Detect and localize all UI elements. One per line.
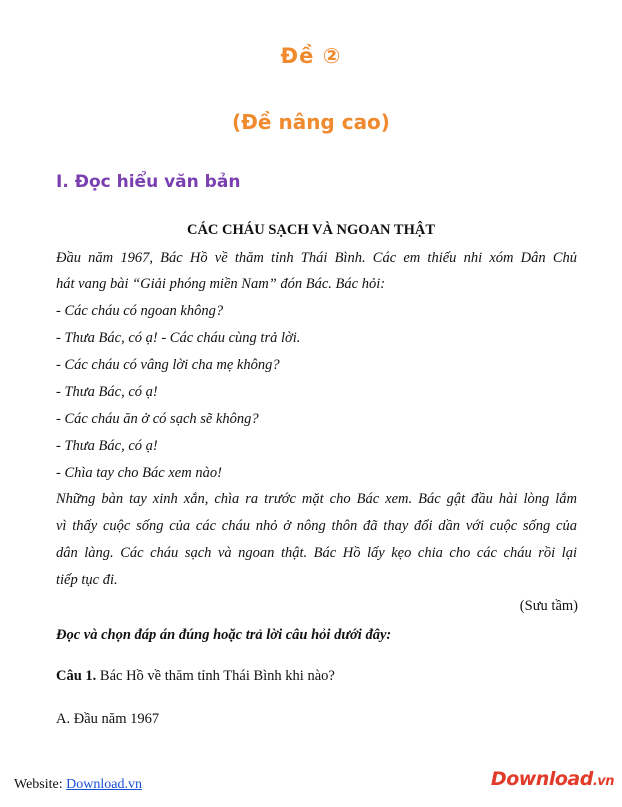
footer: [14, 777, 142, 793]
story-line: - Thưa Bác, có ạ!: [56, 384, 158, 400]
section-heading: I. Đọc hiểu văn bản: [56, 172, 241, 192]
download-logo: [491, 768, 614, 790]
story-source: (Sưu tầm): [519, 598, 578, 614]
story-line: dân làng. Các cháu sạch và ngoan thật. Bác Hồ lấy kẹo chia cho các cháu rồi lại: [56, 545, 577, 561]
question-label: Câu 1.: [56, 668, 97, 684]
story-line: - Các cháu có vâng lời cha mẹ không?: [56, 357, 280, 373]
story-line: tiếp tục đi.: [56, 572, 118, 588]
footer-website-label: Website:: [14, 777, 67, 792]
logo-tld: .vn: [592, 774, 614, 789]
story-line: - Các cháu ăn ở có sạch sẽ không?: [56, 411, 259, 427]
answer-option-a: A. Đầu năm 1967: [56, 711, 160, 727]
story-line: Đầu năm 1967, Bác Hồ về thăm tỉnh Thái Bình. Các em thiếu nhi xóm Dân Chủ: [56, 250, 577, 266]
page-subtitle: (Đề nâng cao): [232, 110, 390, 134]
story-line: vì thấy cuộc sống của các cháu nhỏ ở nông thôn đã thay đổi dần với cuộc sống của: [56, 518, 577, 534]
story-line: hát vang bài “Giải phóng miền Nam” đón Bác. Bác hỏi:: [56, 276, 386, 292]
story-line: - Các cháu có ngoan không?: [56, 303, 224, 319]
story-title: CÁC CHÁU SẠCH VÀ NGOAN THẬT: [186, 222, 435, 238]
question-1: [56, 668, 335, 685]
story-line: Những bàn tay xinh xắn, chìa ra trước mặt cho Bác xem. Bác gật đầu hài lòng lắm: [56, 491, 577, 507]
page-title: Đề ②: [280, 44, 342, 68]
instruction-text: Đọc và chọn đáp án đúng hoặc trả lời câu hỏi dưới đây:: [56, 627, 392, 643]
story-line: - Chìa tay cho Bác xem nào!: [56, 465, 222, 481]
question-text: Bác Hồ về thăm tỉnh Thái Bình khi nào?: [96, 668, 335, 684]
story-line: - Thưa Bác, có ạ! - Các cháu cùng trả lời.: [56, 330, 301, 346]
story-line: - Thưa Bác, có ạ!: [56, 438, 158, 454]
logo-name: Download: [490, 768, 593, 790]
footer-website-link[interactable]: Download.vn: [66, 777, 142, 792]
